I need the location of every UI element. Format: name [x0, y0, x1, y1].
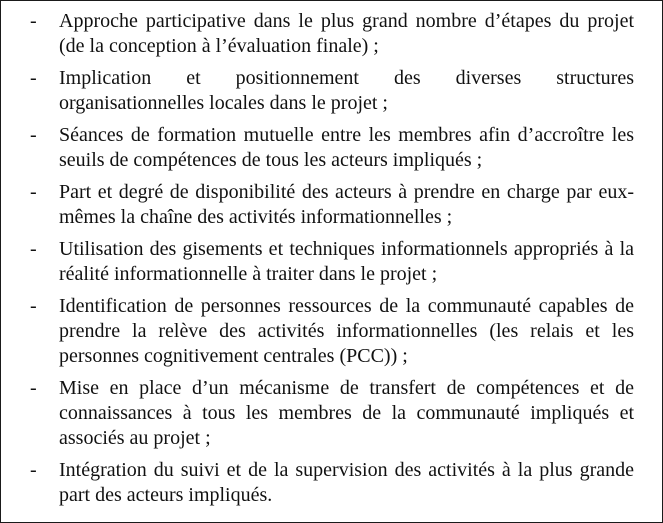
- list-item: [1, 294, 663, 369]
- bullet-dash: -: [30, 10, 37, 32]
- list-item-text: Identification de personnes ressources de la communauté capables de prendre la relève des activités informationnelles (les relais et les personnes cognitivement centrales (PCC)) ;: [59, 295, 634, 367]
- list-item-text: Intégration du suivi et de la supervision des activités à la plus grande part des acteurs impliqués.: [59, 459, 634, 506]
- list-item: [1, 237, 663, 287]
- list-item-text: Part et degré de disponibilité des acteurs à prendre en charge par eux-mêmes la chaîne des activités informationnelles ;: [59, 181, 634, 228]
- list-item-text: Implication et positionnement des diverses structures organisationnelles locales dans le projet ;: [59, 67, 634, 114]
- list-item: [1, 66, 663, 116]
- bullet-dash: -: [30, 295, 37, 317]
- bullet-dash: -: [30, 124, 37, 146]
- bullet-dash: -: [30, 238, 37, 260]
- list-item: [1, 9, 663, 59]
- list-item: [1, 180, 663, 230]
- list-item-text: Mise en place d’un mécanisme de transfert de compétences et de connaissances à tous les membres de la communauté impliqués et associés au projet ;: [59, 377, 634, 449]
- list-item-text: Séances de formation mutuelle entre les membres afin d’accroître les seuils de compétences de tous les acteurs impliqués ;: [59, 124, 634, 171]
- list-item-text: Utilisation des gisements et techniques informationnels appropriés à la réalité informationnelle à traiter dans le projet ;: [59, 238, 634, 285]
- bullet-dash: -: [30, 459, 37, 481]
- list-item: [1, 376, 663, 451]
- list-item: [1, 458, 663, 508]
- bullet-list: [1, 9, 663, 515]
- list-item: [1, 123, 663, 173]
- bullet-dash: -: [30, 181, 37, 203]
- list-item-text: Approche participative dans le plus grand nombre d’étapes du projet (de la conception à l’évaluation finale) ;: [59, 10, 634, 57]
- bullet-dash: -: [30, 67, 37, 89]
- bullet-dash: -: [30, 377, 37, 399]
